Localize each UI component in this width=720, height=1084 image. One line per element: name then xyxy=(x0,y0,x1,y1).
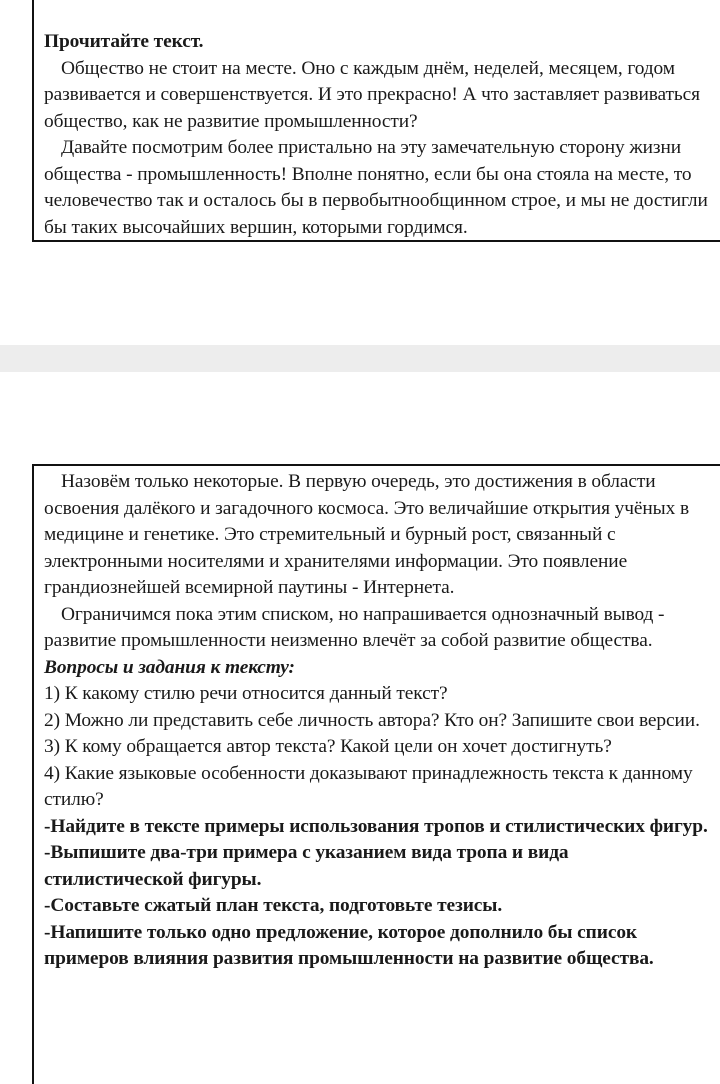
questions-heading: Вопросы и задания к тексту: xyxy=(44,656,295,678)
reading-text-part-one xyxy=(44,29,712,241)
instruction-heading: Прочитайте текст. xyxy=(44,31,204,52)
question-item: 2) Можно ли представить себе личность автора? Кто он? Запишите свои версии. xyxy=(44,709,700,731)
task-item: -Выпишите два-три примера с указанием вида тропа и вида стилистической фигуры. xyxy=(44,842,569,890)
task-item: -Напишите только одно предложение, которое дополнило бы список примеров влияния развития промышленности на развитие общества. xyxy=(44,921,654,969)
question-item: 1) К какому стилю речи относится данный текст? xyxy=(44,683,448,704)
paragraph: Общество не стоит на месте. Оно с каждым днём, неделей, месяцем, годом развивается и совершенствуется. И это прекрасно! А что заставляет развиваться общество, как не развитие промышленности? xyxy=(44,57,700,132)
question-item: 3) К кому обращается автор текста? Какой цели он хочет достигнуть? xyxy=(44,736,612,757)
task-item: -Составьте сжатый план текста, подготовьте тезисы. xyxy=(44,895,503,916)
paragraph: Ограничимся пока этим списком, но напрашивается однозначный вывод - развитие промышленности неизменно влечёт за собой развитие общества. xyxy=(44,603,665,651)
paragraph: Давайте посмотрим более пристально на эту замечательную сторону жизни общества - промышленность! Вполне понятно, если бы она стояла на месте, то человечество так и осталось бы в первобытнообщинном строе, и мы не достигли бы таких высочайших вершин, которыми гордимся. xyxy=(44,137,708,238)
task-item: -Найдите в тексте примеры использования тропов и стилистических фигур. xyxy=(44,815,708,837)
paragraph: Назовём только некоторые. В первую очередь, это достижения в области освоения далёкого и загадочного космоса. Это величайшие открытия учёных в медицине и генетике. Это стремительный и бурный рост, связанный с электронными носителями и хранителями информации. Это появление грандиознейшей всемирной паутины - Интернета. xyxy=(44,471,689,598)
question-item: 4) Какие языковые особенности доказывают принадлежность текста к данному стилю? xyxy=(44,762,693,810)
reading-text-part-two xyxy=(44,469,712,973)
page-separator xyxy=(0,345,720,372)
